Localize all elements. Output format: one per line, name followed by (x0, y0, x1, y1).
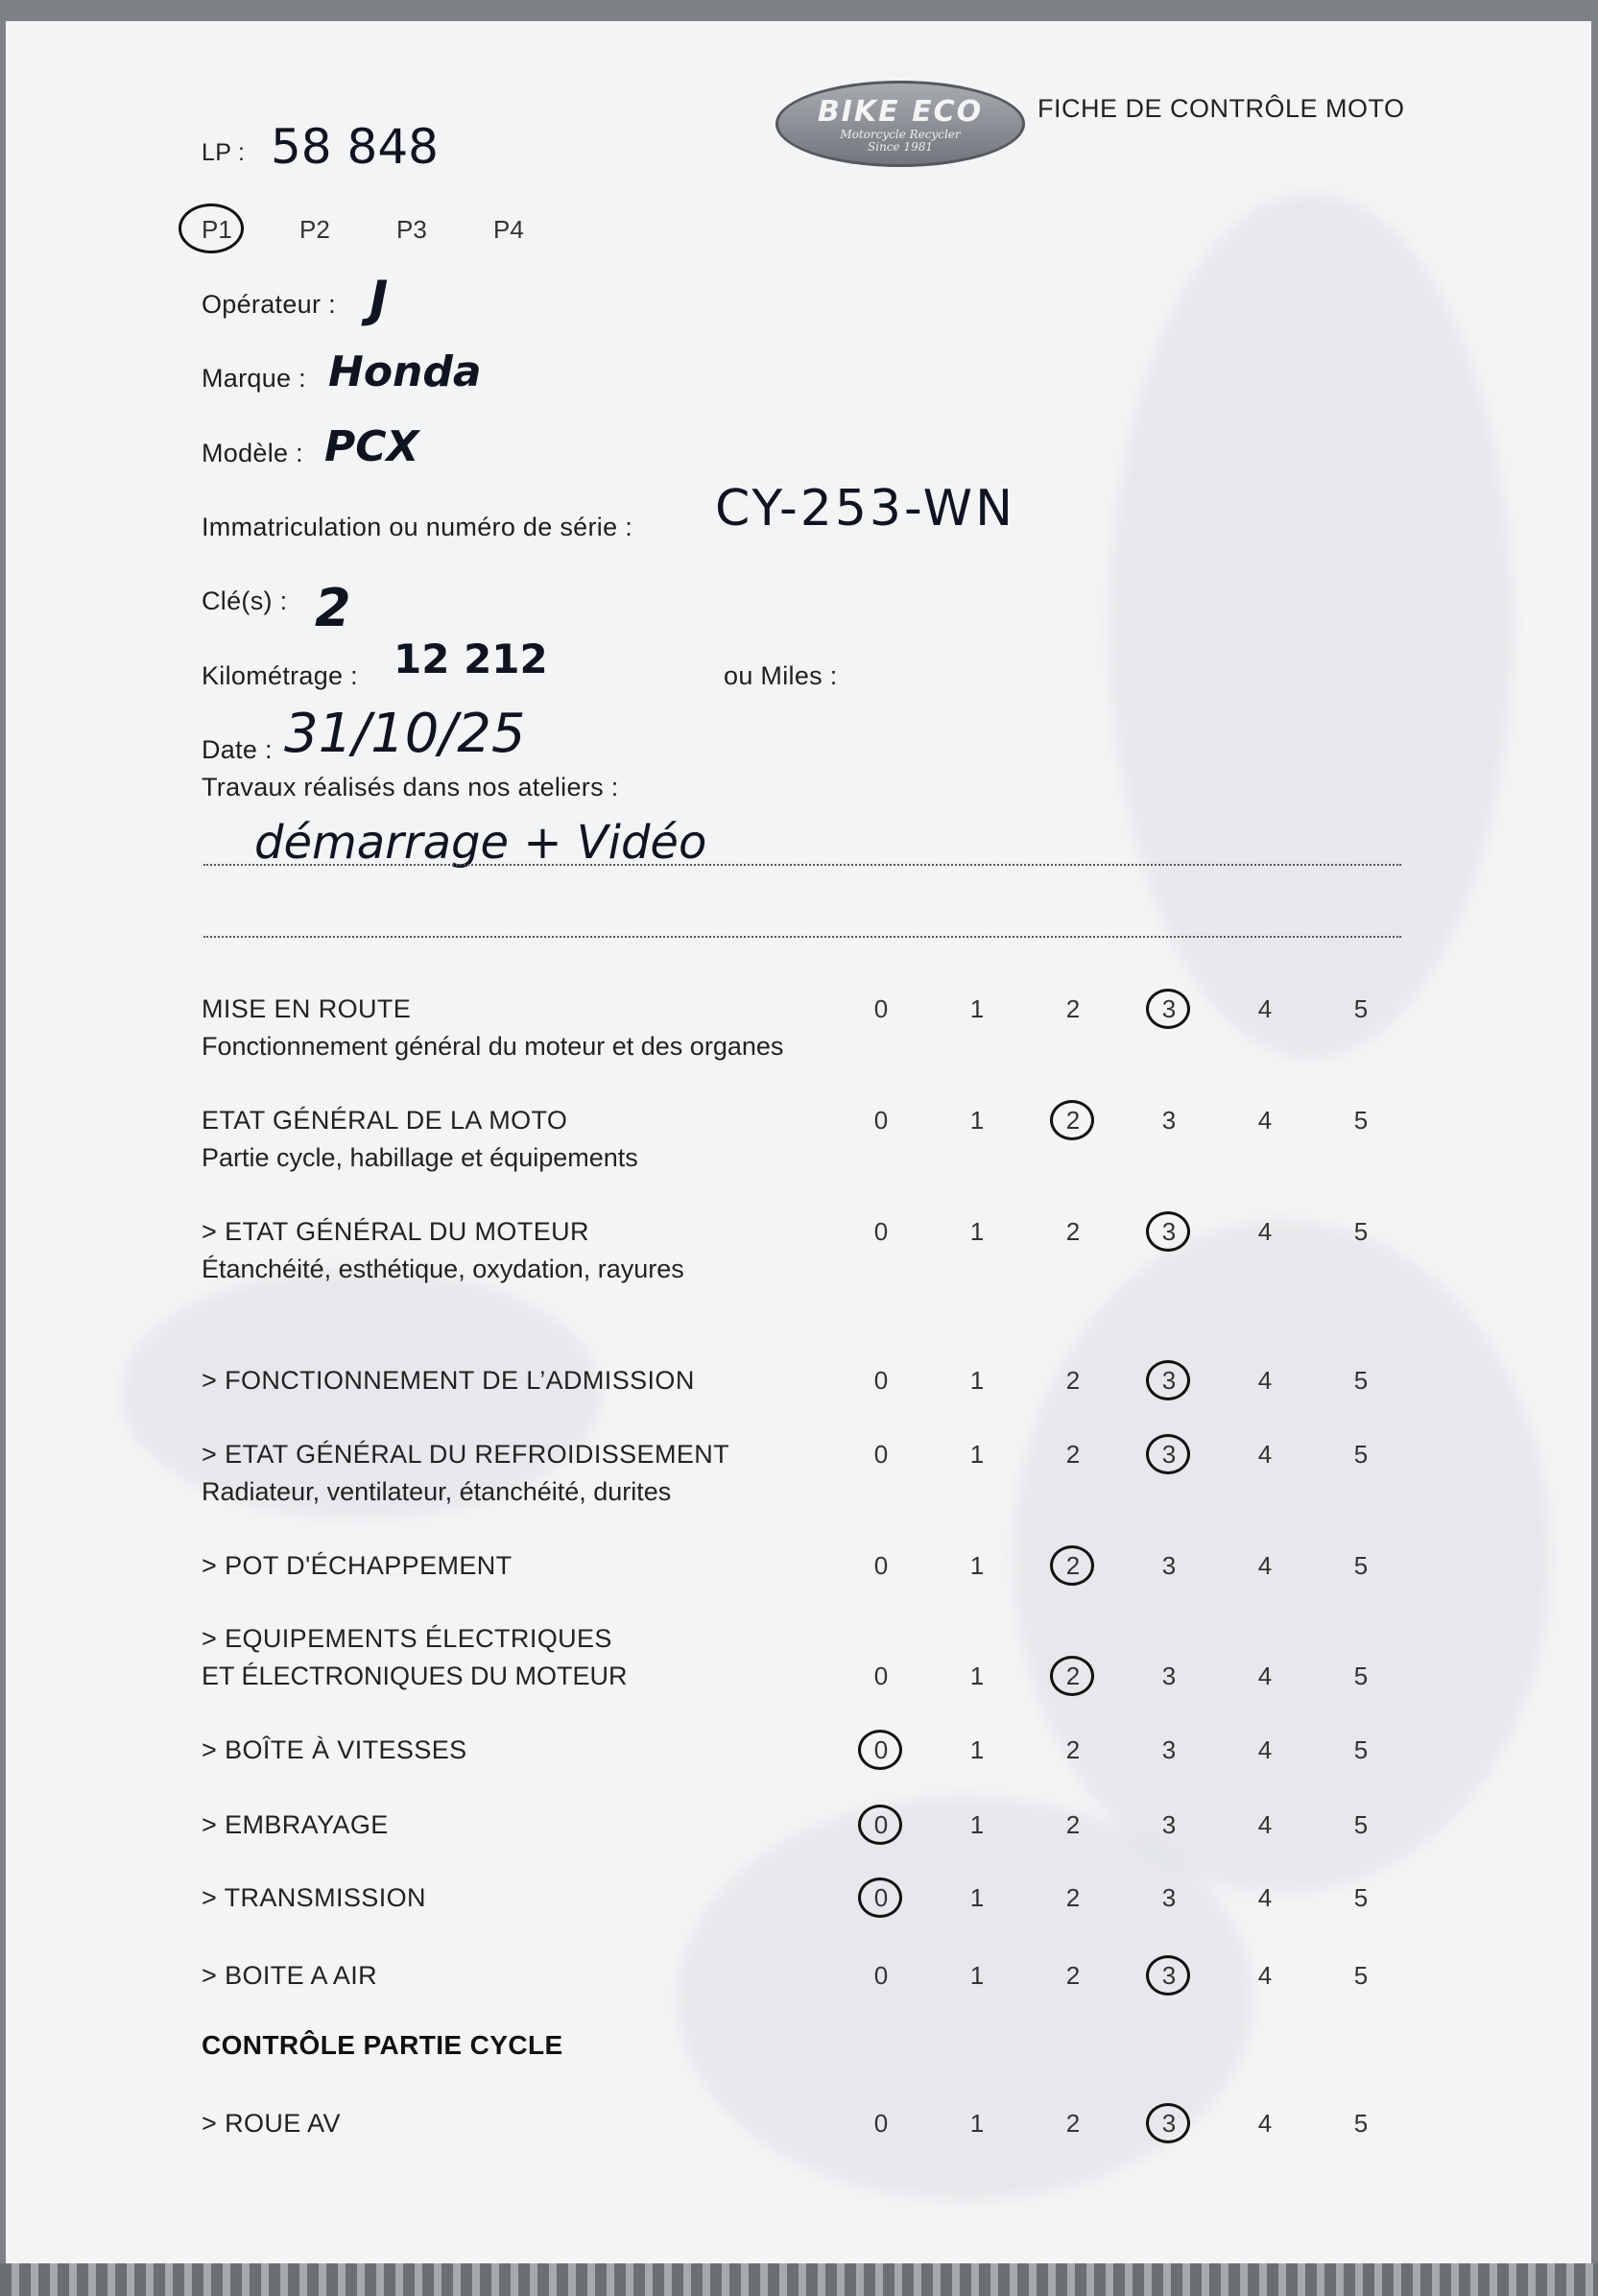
works-line-1 (203, 864, 1401, 866)
logo-since: Since 1981 (868, 139, 933, 154)
score-option[interactable]: 0 (873, 1106, 889, 1135)
score-option[interactable]: 3 (1161, 1735, 1177, 1764)
registration-value: CY-253-WN (715, 480, 1015, 538)
score-option[interactable]: 1 (969, 1662, 985, 1690)
registration-label: Immatriculation ou numéro de série : (202, 513, 632, 541)
miles-label: ou Miles : (724, 661, 838, 690)
score-option[interactable]: 2 (1065, 1810, 1081, 1839)
row-subtitle: Étanchéité, esthétique, oxydation, rayures (202, 1255, 684, 1283)
score-option[interactable]: 1 (969, 2109, 985, 2138)
score-option[interactable]: 1 (969, 1810, 985, 1839)
score-option[interactable]: 3 (1161, 1217, 1177, 1246)
row-subtitle: Fonctionnement général du moteur et des organes (202, 1032, 784, 1061)
plan-p1-label: P1 (202, 215, 232, 244)
score-option[interactable]: 0 (873, 1662, 889, 1690)
selected-score-circle (1146, 2103, 1190, 2143)
score-option[interactable]: 2 (1065, 1217, 1081, 1246)
score-option[interactable]: 3 (1161, 1662, 1177, 1690)
score-option[interactable]: 2 (1065, 1106, 1081, 1135)
row-title: > ETAT GÉNÉRAL DU MOTEUR (202, 1217, 589, 1246)
score-option[interactable]: 2 (1065, 1662, 1081, 1690)
row-title: > EMBRAYAGE (202, 1810, 389, 1839)
operator-label: Opérateur : (202, 290, 336, 319)
row-title: > TRANSMISSION (202, 1883, 426, 1912)
score-option[interactable]: 0 (873, 1217, 889, 1246)
date-value: 31/10/25 (284, 703, 526, 765)
score-option[interactable]: 0 (873, 1551, 889, 1580)
score-option[interactable]: 5 (1353, 1366, 1369, 1395)
plan-p4[interactable]: P4 (493, 215, 524, 244)
score-option[interactable]: 4 (1257, 1440, 1273, 1469)
score-option[interactable]: 2 (1065, 1366, 1081, 1395)
row-title: > BOITE A AIR (202, 1961, 378, 1990)
plan-p2[interactable]: P2 (299, 215, 330, 244)
score-option[interactable]: 1 (969, 1217, 985, 1246)
score-option[interactable]: 4 (1257, 994, 1273, 1023)
row-title: MISE EN ROUTE (202, 994, 412, 1023)
selected-score-circle (1146, 1211, 1190, 1252)
score-option[interactable]: 0 (873, 1735, 889, 1764)
score-option[interactable]: 4 (1257, 1366, 1273, 1395)
works-value: démarrage + Vidéo (254, 816, 707, 870)
score-option[interactable]: 0 (873, 1440, 889, 1469)
logo-name: BIKE ECO (817, 94, 984, 129)
score-option[interactable]: 3 (1161, 1366, 1177, 1395)
score-option[interactable]: 5 (1353, 1662, 1369, 1690)
score-option[interactable]: 0 (873, 1883, 889, 1912)
works-line-2 (203, 936, 1401, 938)
score-option[interactable]: 5 (1353, 1883, 1369, 1912)
score-option[interactable]: 1 (969, 1366, 985, 1395)
score-option[interactable]: 3 (1161, 1106, 1177, 1135)
date-label: Date : (202, 735, 273, 764)
row-title: > BOÎTE À VITESSES (202, 1735, 467, 1764)
selected-score-circle (1146, 1955, 1190, 1996)
score-option[interactable]: 5 (1353, 1961, 1369, 1990)
score-option[interactable]: 5 (1353, 1440, 1369, 1469)
score-option[interactable]: 4 (1257, 2109, 1273, 2138)
score-option[interactable]: 1 (969, 1961, 985, 1990)
lp-label: LP : (202, 139, 246, 166)
score-option[interactable]: 0 (873, 2109, 889, 2138)
bike-eco-logo (775, 81, 1025, 167)
score-option[interactable]: 2 (1065, 994, 1081, 1023)
row-title: > EQUIPEMENTS ÉLECTRIQUES (202, 1624, 612, 1653)
score-option[interactable]: 0 (873, 994, 889, 1023)
row-subtitle: ET ÉLECTRONIQUES DU MOTEUR (202, 1662, 628, 1690)
form-title: FICHE DE CONTRÔLE MOTO (1038, 94, 1405, 123)
keys-label: Clé(s) : (202, 586, 288, 615)
row-title: > ETAT GÉNÉRAL DU REFROIDISSEMENT (202, 1440, 730, 1469)
row-title: ETAT GÉNÉRAL DE LA MOTO (202, 1106, 568, 1135)
selected-score-circle (858, 1877, 902, 1918)
keys-value: 2 (315, 578, 351, 638)
score-option[interactable]: 5 (1353, 1551, 1369, 1580)
selected-score-circle (858, 1730, 902, 1770)
score-option[interactable]: 3 (1161, 994, 1177, 1023)
score-option[interactable]: 0 (873, 1810, 889, 1839)
section-cycle-title: CONTRÔLE PARTIE CYCLE (202, 2030, 563, 2060)
mileage-label: Kilométrage : (202, 661, 358, 690)
score-option[interactable]: 2 (1065, 1883, 1081, 1912)
brand-label: Marque : (202, 364, 306, 393)
model-label: Modèle : (202, 439, 303, 467)
lp-value: 58 848 (271, 119, 439, 175)
plan-p3[interactable]: P3 (396, 215, 427, 244)
score-option[interactable]: 4 (1257, 1810, 1273, 1839)
plan-selected-circle (179, 203, 244, 253)
score-option[interactable]: 5 (1353, 2109, 1369, 2138)
score-option[interactable]: 2 (1065, 1551, 1081, 1580)
selected-score-circle (1050, 1545, 1094, 1586)
works-label: Travaux réalisés dans nos ateliers : (202, 773, 619, 801)
score-option[interactable]: 1 (969, 994, 985, 1023)
row-title: > POT D'ÉCHAPPEMENT (202, 1551, 513, 1580)
row-title: > ROUE AV (202, 2109, 341, 2138)
score-option[interactable]: 0 (873, 1961, 889, 1990)
score-option[interactable]: 2 (1065, 1440, 1081, 1469)
score-option[interactable]: 4 (1257, 1883, 1273, 1912)
score-option[interactable]: 5 (1353, 1810, 1369, 1839)
selected-score-circle (1050, 1656, 1094, 1696)
score-option[interactable]: 1 (969, 1106, 985, 1135)
selected-score-circle (1146, 989, 1190, 1029)
row-subtitle: Partie cycle, habillage et équipements (202, 1143, 638, 1172)
score-option[interactable]: 1 (969, 1440, 985, 1469)
score-option[interactable]: 5 (1353, 1217, 1369, 1246)
selected-score-circle (1146, 1360, 1190, 1400)
score-option[interactable]: 4 (1257, 1217, 1273, 1246)
score-option[interactable]: 5 (1353, 994, 1369, 1023)
score-option[interactable]: 4 (1257, 1551, 1273, 1580)
operator-value: J (370, 271, 389, 328)
score-option[interactable]: 3 (1161, 1883, 1177, 1912)
selected-score-circle (1050, 1100, 1094, 1140)
score-option[interactable]: 4 (1257, 1106, 1273, 1135)
score-option[interactable]: 3 (1161, 1810, 1177, 1839)
binder-edge (0, 2263, 1598, 2296)
selected-score-circle (1146, 1434, 1190, 1474)
score-option[interactable]: 1 (969, 1735, 985, 1764)
score-option[interactable]: 3 (1161, 1961, 1177, 1990)
score-option[interactable]: 2 (1065, 2109, 1081, 2138)
score-option[interactable]: 5 (1353, 1106, 1369, 1135)
model-value: PCX (324, 422, 419, 471)
score-option[interactable]: 3 (1161, 1440, 1177, 1469)
brand-value: Honda (328, 347, 482, 396)
score-option[interactable]: 2 (1065, 1735, 1081, 1764)
score-option[interactable]: 0 (873, 1366, 889, 1395)
score-option[interactable]: 2 (1065, 1961, 1081, 1990)
score-option[interactable]: 3 (1161, 2109, 1177, 2138)
score-option[interactable]: 4 (1257, 1662, 1273, 1690)
score-option[interactable]: 1 (969, 1551, 985, 1580)
mileage-value: 12 212 (394, 635, 548, 682)
row-subtitle: Radiateur, ventilateur, étanchéité, durites (202, 1477, 672, 1506)
score-option[interactable]: 4 (1257, 1735, 1273, 1764)
score-option[interactable]: 1 (969, 1883, 985, 1912)
score-option[interactable]: 5 (1353, 1735, 1369, 1764)
logo-tagline: Motorcycle Recycler (840, 127, 961, 141)
selected-score-circle (858, 1805, 902, 1845)
score-option[interactable]: 3 (1161, 1551, 1177, 1580)
score-option[interactable]: 4 (1257, 1961, 1273, 1990)
row-title: > FONCTIONNEMENT DE L’ADMISSION (202, 1366, 695, 1395)
